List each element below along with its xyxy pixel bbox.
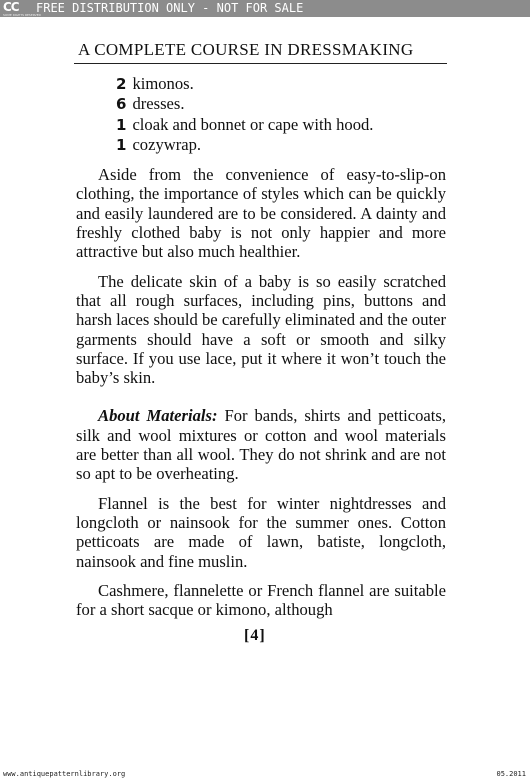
paragraph-convenience: Aside from the convenience of easy-to-slip-on clothing, the importance of styles which can be quickly and easily laundered are to be considered. A dainty and freshly clothed baby is not only happier and more attractive but also much healthier. [76, 165, 446, 262]
list-item-number: 1 [116, 115, 127, 134]
page-number: [4] [244, 627, 266, 644]
license-banner-text: FREE DISTRIBUTION ONLY - NOT FOR SALE [36, 1, 304, 15]
list-item-number: 1 [116, 135, 127, 154]
paragraph-about-materials-text: For bands, shirts and petticoats, silk and wool mixtures or cotton and wool materials are better than all wool. They do not shrink and are not so apt to be overheating. [76, 406, 446, 484]
list-item-number: 6 [116, 95, 127, 114]
footer-date: 05.2011 [496, 770, 526, 778]
header-rule [74, 63, 447, 64]
page-body [76, 74, 446, 619]
list-item-text: dresses. [132, 94, 185, 114]
list-item [76, 74, 446, 94]
license-banner [0, 0, 530, 17]
list-item-text: cloak and bonnet or cape with hood. [132, 114, 374, 134]
paragraph-flannel: Flannel is the best for winter nightdresses and longcloth or nainsook for the summer ones. Cotton petticoats are made of lawn, batiste, longcloth, nainsook and fine muslin. [76, 493, 446, 571]
cc-logo-subtext: SOME RIGHTS RESERVED [3, 13, 41, 17]
list-item-text: kimonos. [132, 74, 194, 93]
list-item [76, 135, 446, 155]
section-heading-about-materials: About Materials: [98, 406, 218, 426]
running-head: A COMPLETE COURSE IN DRESSMAKING [78, 40, 414, 59]
footer-website: www.antiquepatternlibrary.org [3, 770, 126, 778]
paragraph-about-materials [76, 406, 446, 483]
creative-commons-icon: CC [3, 0, 19, 14]
paragraph-cashmere: Cashmere, flannelette or French flannel are suitable for a short sacque or kimono, although [76, 580, 446, 620]
paragraph-delicate-skin: The delicate skin of a baby is so easily scratched that all rough surfaces, including pins, buttons and harsh laces should be carefully eliminated and the outer garments should have a soft or smooth and silky surface. If you use lace, put it where it won’t touch the baby’s skin. [76, 271, 446, 388]
list-item [76, 115, 446, 135]
list-item-number: 2 [116, 75, 127, 93]
list-item [76, 94, 446, 114]
list-item-text: cozywrap. [132, 134, 202, 154]
